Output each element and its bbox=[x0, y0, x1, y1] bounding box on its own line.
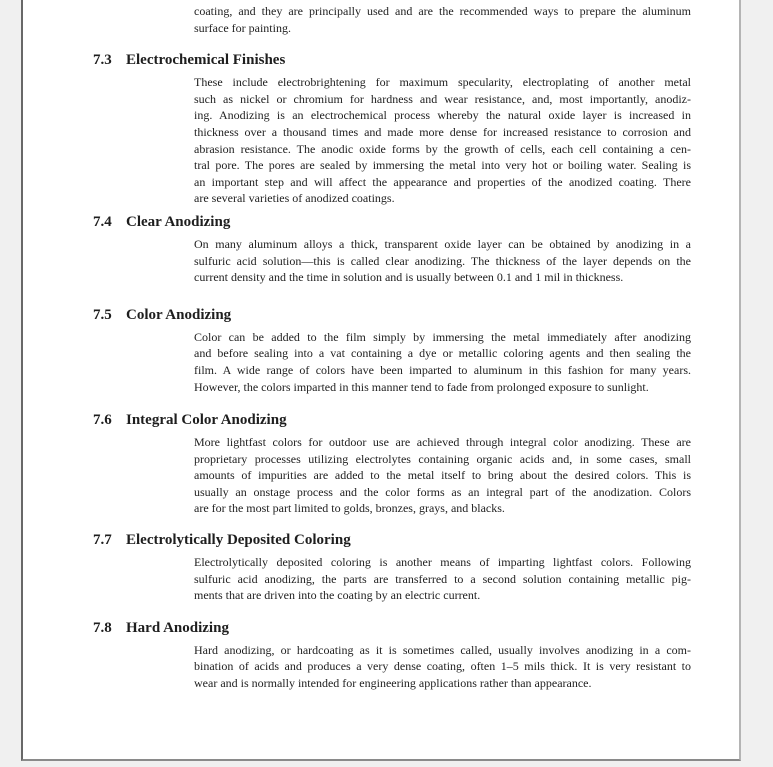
section bbox=[23, 308, 739, 395]
section-title: Hard Anodizing bbox=[126, 619, 229, 636]
paragraph-line: current density and the time in solution and is usually between 0.1 and 1 mil in thickness. bbox=[194, 270, 624, 285]
paragraph-line: On many aluminum alloys a thick, transparent oxide layer can be obtained by anodizing in a bbox=[194, 236, 691, 251]
section-heading bbox=[93, 308, 739, 323]
section-title: Electrochemical Finishes bbox=[126, 52, 286, 69]
section-number: 7.7 bbox=[93, 532, 112, 549]
paragraph-line: such as nickel or chromium for hardness and wear resistance, and, most importantly, anodiz- bbox=[194, 91, 691, 106]
section-number: 7.3 bbox=[93, 52, 112, 69]
paragraph-line: wear and is normally intended for engineering applications rather than appearance. bbox=[194, 676, 592, 691]
paragraph-line: tral pore. The pores are sealed by immersing the metal into very hot or boiling water. Sealing is bbox=[194, 158, 691, 173]
section-heading bbox=[93, 413, 739, 428]
paragraph-line: ments that are driven into the coating by an electric current. bbox=[194, 588, 481, 603]
paragraph-line: coating, and they are principally used and are the recommended ways to prepare the aluminum bbox=[194, 4, 691, 18]
section-heading bbox=[93, 215, 739, 230]
section-number: 7.5 bbox=[93, 306, 112, 323]
paragraph-line: These include electrobrightening for maximum specularity, electroplating of another metal bbox=[194, 75, 691, 90]
sections-container bbox=[23, 53, 739, 691]
section bbox=[23, 53, 739, 207]
paragraph-line: surface for painting. bbox=[194, 20, 291, 35]
section-paragraph bbox=[194, 642, 691, 692]
section bbox=[23, 215, 739, 286]
section-heading bbox=[93, 533, 739, 548]
section-heading bbox=[93, 53, 739, 68]
section-title: Electrolytically Deposited Coloring bbox=[126, 532, 351, 549]
section-title: Clear Anodizing bbox=[126, 213, 231, 230]
section bbox=[23, 621, 739, 692]
paragraph-line: proprietary processes utilizing electrolytes containing organic acids and, in some cases, small bbox=[194, 451, 691, 466]
section bbox=[23, 533, 739, 604]
section-title: Integral Color Anodizing bbox=[126, 412, 287, 429]
paragraph-line: are for the most part limited to golds, bronzes, grays, and blacks. bbox=[194, 501, 505, 516]
section bbox=[23, 413, 739, 517]
paragraph-line: abrasion resistance. The anodic oxide forms by the growth of cells, each cell containing a cen- bbox=[194, 141, 691, 156]
paragraph-line: Electrolytically deposited coloring is another means of imparting lightfast colors. Following bbox=[194, 555, 691, 570]
section-paragraph bbox=[194, 434, 691, 517]
paragraph-line: are several varieties of anodized coatings. bbox=[194, 191, 395, 206]
intro-paragraph bbox=[194, 3, 691, 36]
section-heading bbox=[93, 621, 739, 636]
paragraph-line: and before sealing into a vat containing a dye or metallic coloring agents and then sealing the bbox=[194, 346, 691, 361]
paragraph-line: an important step and will affect the appearance and properties of the anodized coating. There bbox=[194, 174, 691, 189]
section-number: 7.6 bbox=[93, 412, 112, 429]
section-paragraph bbox=[194, 74, 691, 207]
section-title: Color Anodizing bbox=[126, 306, 232, 323]
section-number: 7.4 bbox=[93, 213, 112, 230]
section-paragraph bbox=[194, 329, 691, 395]
section-paragraph bbox=[194, 236, 691, 286]
paragraph-line: sulfuric acid anodizing, the parts are transferred to a second solution containing metallic pig- bbox=[194, 571, 691, 586]
section-number: 7.8 bbox=[93, 619, 112, 636]
page-content bbox=[23, 0, 739, 692]
paragraph-line: thickness over a thousand times and made more dense for increased resistance to corrosion and bbox=[194, 124, 691, 139]
section-paragraph bbox=[194, 554, 691, 604]
paragraph-line: Color can be added to the film simply by immersing the metal immediately after anodizing bbox=[194, 329, 691, 344]
paragraph-line: amounts of impurities are added to the metal itself to bring about the desired colors. This is bbox=[194, 468, 691, 483]
paragraph-line: Hard anodizing, or hardcoating as it is sometimes called, usually involves anodizing in a com- bbox=[194, 642, 691, 657]
paragraph-line: usually an onstage process and the color forms as an integral part of the anodization. Colors bbox=[194, 484, 691, 499]
paragraph-line: film. A wide range of colors have been imparted to aluminum in this fashion for many years. bbox=[194, 362, 691, 377]
paragraph-line: However, the colors imparted in this manner tend to fade from prolonged exposure to sunlight. bbox=[194, 379, 649, 394]
paragraph-line: bination of acids and produces a very dense coating, often 1–5 mils thick. It is very resistant to bbox=[194, 659, 691, 674]
paragraph-line: sulfuric acid solution—this is called clear anodizing. The thickness of the layer depends on the bbox=[194, 253, 691, 268]
paragraph-line: More lightfast colors for outdoor use are achieved through integral color anodizing. These are bbox=[194, 435, 691, 450]
document-page bbox=[21, 0, 741, 761]
paragraph-line: ing. Anodizing is an electrochemical process whereby the natural oxide layer is increased in bbox=[194, 108, 691, 123]
